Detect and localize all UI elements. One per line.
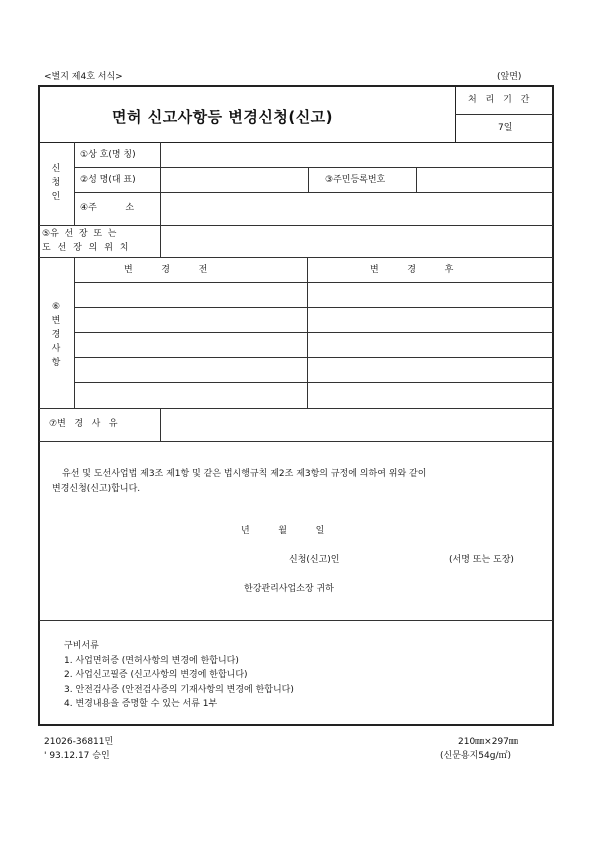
change-reason-label: ⑦변 경 사 유: [49, 419, 118, 429]
before-change-cell[interactable]: [76, 334, 305, 356]
before-change-cell[interactable]: [76, 309, 305, 331]
location-label-line1: ⑤유 선 장 또 는: [42, 229, 117, 239]
applicant-signer-label: 신청(신고)인: [289, 555, 340, 565]
form-title: 면허 신고사항등 변경신청(신고): [112, 108, 334, 126]
processing-period-label: 처 리 기 간: [468, 95, 533, 105]
statement-text-line1: 유선 및 도선사업법 제3조 제1항 및 같은 법시행규칙 제2조 제3항의 규정에 의하여 위와 같이: [62, 469, 427, 479]
location-label-line2: 도 선 장 의 위 치: [42, 243, 131, 253]
before-change-cell[interactable]: [76, 284, 305, 306]
after-change-cell[interactable]: [309, 309, 552, 331]
before-change-cell[interactable]: [76, 384, 305, 406]
representative-name-label: ②성 명(대 표): [80, 175, 136, 185]
applicant-group-label: 신 청 인: [51, 164, 61, 202]
required-document-item: 4. 변경내용을 증명할 수 있는 서류 1부: [64, 699, 218, 709]
paper-size: 210㎜×297㎜: [458, 737, 518, 747]
date-line: 년 월 일: [241, 526, 325, 536]
after-change-cell[interactable]: [309, 284, 552, 306]
signature-hint: (서명 또는 도장): [449, 555, 514, 565]
after-change-cell[interactable]: [309, 384, 552, 406]
required-document-item: 1. 사업면허증 (면허사항의 변경에 한합니다): [64, 656, 239, 666]
resident-number-label: ③주민등록번호: [325, 175, 386, 185]
address-label: ④주 소: [80, 203, 135, 213]
after-change-cell[interactable]: [309, 359, 552, 381]
paper-type: (신문용지54g/㎡): [440, 751, 511, 761]
business-name-label: ①상 호(명 칭): [80, 150, 136, 160]
before-change-cell[interactable]: [76, 359, 305, 381]
after-change-cell[interactable]: [309, 334, 552, 356]
approval-date: ' 93.12.17 승인: [44, 751, 110, 761]
before-change-header: 변 경 전: [124, 265, 208, 275]
addressee-label: 한강관리사업소장 귀하: [244, 584, 334, 594]
required-document-item: 2. 사업신고필증 (신고사항의 변경에 한합니다): [64, 670, 248, 680]
processing-period-value: 7일: [498, 123, 513, 133]
form-code: 21026-36811민: [44, 737, 114, 747]
statement-text-line2: 변경신청(신고)합니다.: [52, 484, 141, 494]
after-change-header: 변 경 후: [370, 265, 454, 275]
change-items-group-label: ⑥ 변 경 사 항: [51, 302, 61, 368]
front-side-label: (앞면): [497, 72, 522, 82]
required-documents-heading: 구비서류: [64, 641, 99, 651]
form-number-label: <별지 제4호 서식>: [44, 72, 123, 82]
required-document-item: 3. 안전검사증 (안전검사증의 기재사항의 변경에 한합니다): [64, 685, 294, 695]
